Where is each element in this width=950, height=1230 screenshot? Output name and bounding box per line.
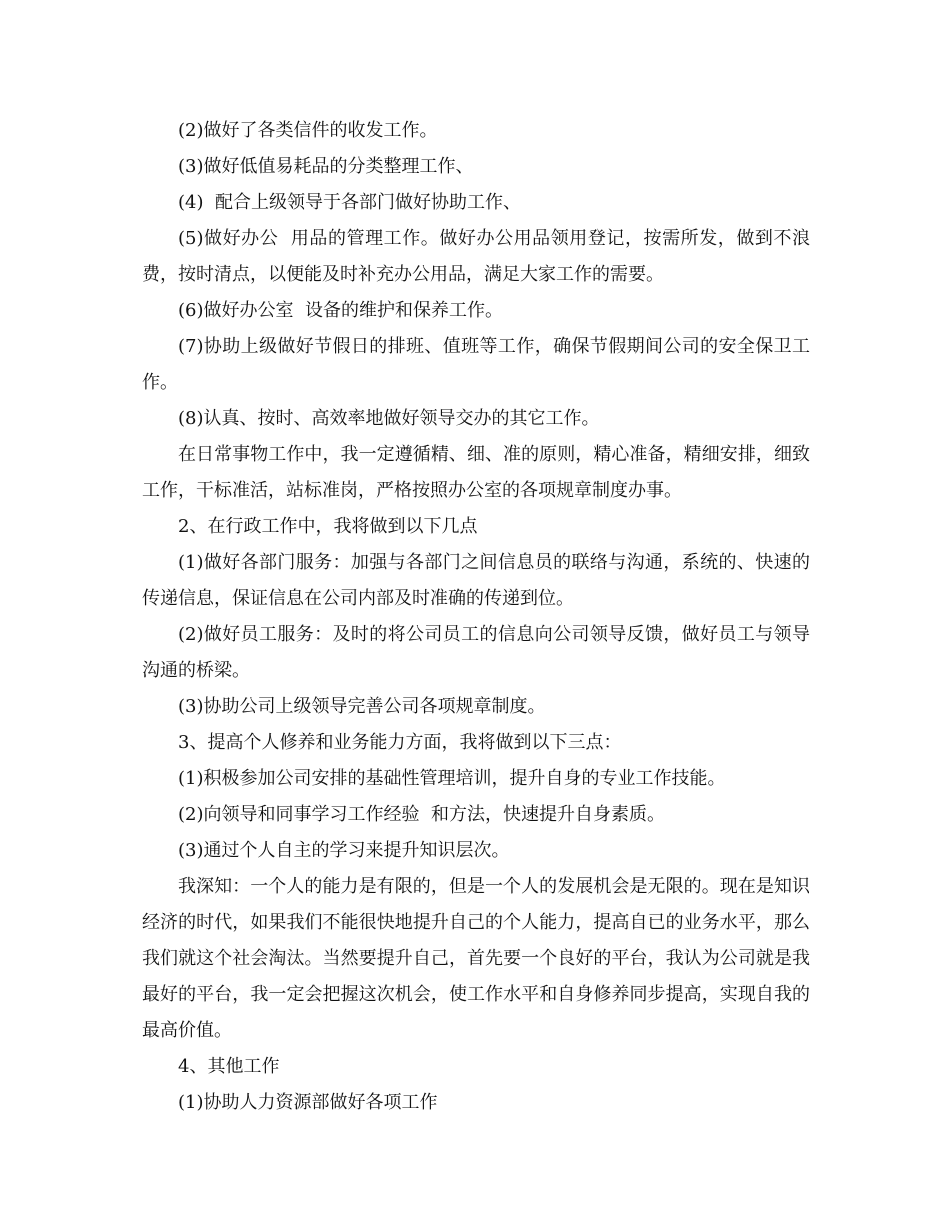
section-heading: 3、提高个人修养和业务能力方面，我将做到以下三点： bbox=[178, 732, 622, 753]
paragraph: 我深知：一个人的能力是有限的，但是一个人的发展机会是无限的。现在是知识经济的时代，如果我们不能很快地提升自己的个人能力，提高自已的业务水平，那么我们就这个社会淘汰。当然要提升自己，首先要一个良好的平台，我认为公司就是我最好的平台，我一定会把握这次机会，使工作水平和自身修养同步提高，实现自我的最高价值。 bbox=[142, 876, 810, 1041]
paragraph: (1)协助人力资源部做好各项工作 bbox=[178, 1092, 438, 1113]
paragraph: (1)积极参加公司安排的基础性管理培训，提升自身的专业工作技能。 bbox=[178, 768, 726, 789]
paragraph: (7)协助上级做好节假日的排班、值班等工作，确保节假期间公司的安全保卫工作。 bbox=[142, 336, 810, 393]
paragraph: (6)做好办公室 设备的维护和保养工作。 bbox=[178, 300, 503, 321]
paragraph: 在日常事物工作中，我一定遵循精、细、准的原则，精心准备，精细安排，细致工作，干标准活，站标准岗，严格按照办公室的各项规章制度办事。 bbox=[142, 444, 810, 501]
paragraph: (3)做好低值易耗品的分类整理工作、 bbox=[178, 156, 474, 177]
paragraph: (2)做好了各类信件的收发工作。 bbox=[178, 120, 438, 141]
paragraph: (5)做好办公 用品的管理工作。做好办公用品领用登记，按需所发，做到不浪费，按时清点，以便能及时补充办公用品，满足大家工作的需要。 bbox=[142, 228, 810, 285]
paragraph: (3)通过个人自主的学习来提升知识层次。 bbox=[178, 840, 510, 861]
paragraph: (3)协助公司上级领导完善公司各项规章制度。 bbox=[178, 696, 546, 717]
paragraph: (4) 配合上级领导于各部门做好协助工作、 bbox=[178, 192, 521, 213]
paragraph: (1)做好各部门服务：加强与各部门之间信息员的联络与沟通，系统的、快速的传递信息，保证信息在公司内部及时准确的传递到位。 bbox=[142, 552, 810, 609]
paragraph: (2)做好员工服务：及时的将公司员工的信息向公司领导反馈，做好员工与领导沟通的桥梁。 bbox=[142, 624, 810, 681]
section-heading: 4、其他工作 bbox=[178, 1056, 280, 1077]
paragraph: (2)向领导和同事学习工作经验 和方法，快速提升自身素质。 bbox=[178, 804, 665, 825]
section-heading: 2、在行政工作中，我将做到以下几点 bbox=[178, 516, 478, 537]
document-body bbox=[142, 113, 810, 1121]
paragraph: (8)认真、按时、高效率地做好领导交办的其它工作。 bbox=[178, 408, 600, 429]
